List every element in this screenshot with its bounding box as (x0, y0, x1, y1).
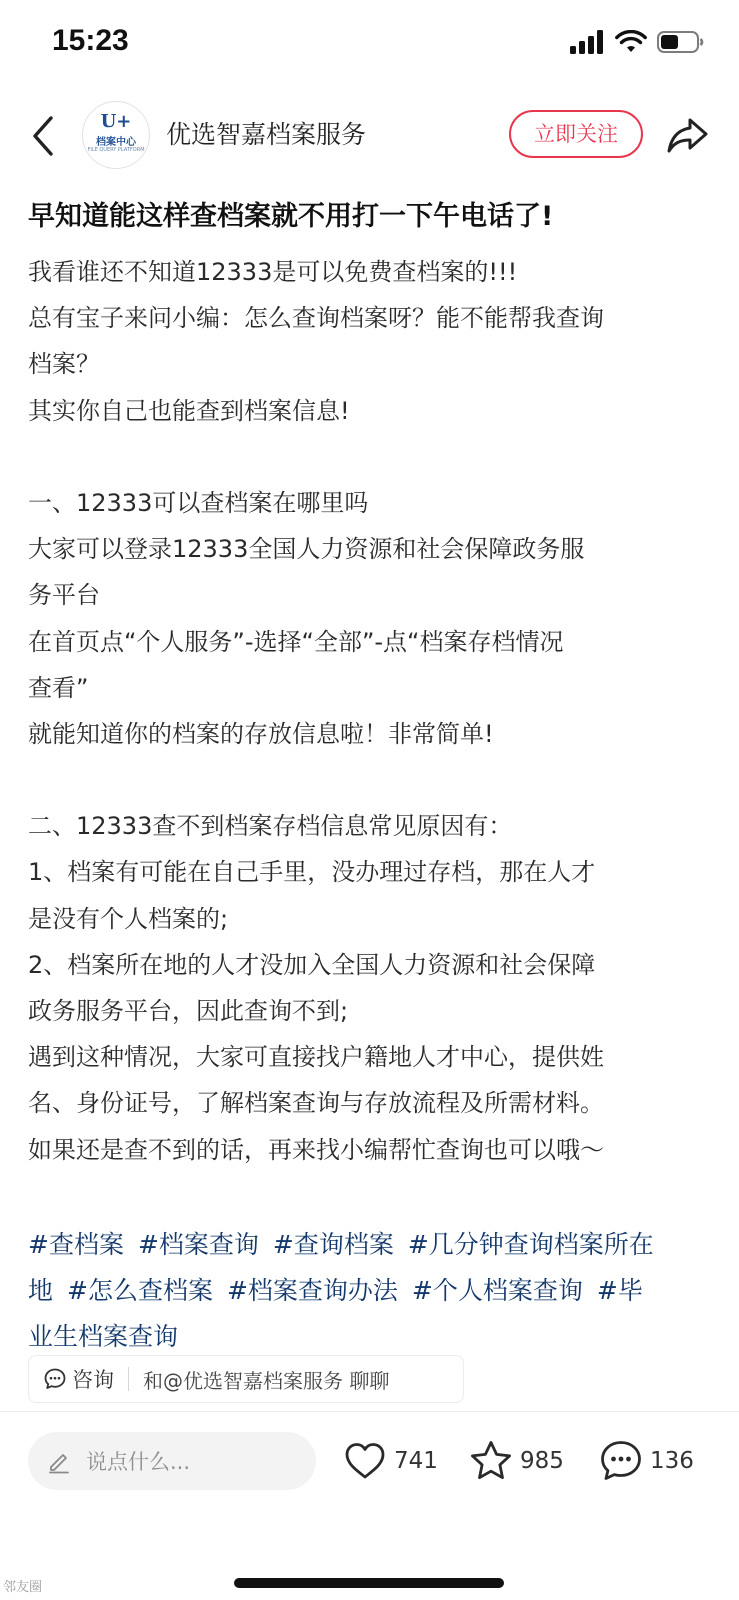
post-body-line: 政务服务平台，因此查询不到; (28, 997, 349, 1025)
post-body-line (28, 757, 718, 803)
status-time: 15:23 (52, 24, 129, 57)
status-bar (0, 0, 739, 90)
post-body-line: 一、12333可以查档案在哪里吗 (28, 488, 369, 517)
hashtag-link[interactable]: #个人档案查询 (411, 1276, 583, 1305)
post-title: 早知道能这样查档案就不用打一下午电话了! (28, 201, 554, 232)
avatar-logo-mark: U+ (100, 111, 132, 132)
battery-icon (657, 30, 705, 54)
heart-icon (342, 1438, 388, 1484)
post-body-line: 二、12333查不到档案存档信息常见原因有： (28, 812, 513, 841)
comment-placeholder: 说点什么... (86, 1450, 191, 1474)
pencil-icon (46, 1448, 72, 1474)
hashtag-link[interactable]: #档案查询 (137, 1230, 259, 1259)
hashtag-link[interactable]: #怎么查档案 (67, 1276, 213, 1305)
share-arrow-icon[interactable] (666, 115, 710, 155)
hashtag-list (28, 1222, 718, 1360)
hashtag-link[interactable]: #查询档案 (272, 1230, 394, 1259)
author-name[interactable]: 优选智嘉档案服务 (166, 120, 367, 149)
post-body-line: 1、档案有可能在自己手里，没办理过存档，那在人才 (28, 858, 596, 887)
like-button[interactable] (342, 1437, 438, 1485)
post-body-line (28, 434, 718, 480)
post-body-line: 如果还是查不到的话，再来找小编帮忙查询也可以哦～ (28, 1135, 604, 1164)
chat-pill-text: 和@优选智嘉档案服务 聊聊 (143, 1368, 390, 1393)
cellular-signal-icon (569, 30, 605, 54)
chat-pill-divider (128, 1367, 129, 1391)
author-avatar[interactable] (82, 101, 150, 169)
post-body-line: 名、身份证号，了解档案查询与存放流程及所需材料。 (28, 1089, 604, 1118)
follow-button[interactable]: 立即关注 (509, 110, 643, 158)
post-body-line: 在首页点“个人服务”-选择“全部”-点“档案存档情况 (28, 627, 564, 656)
hashtag-link[interactable]: 业生档案查询 (28, 1322, 179, 1351)
consult-label: 咨询 (72, 1368, 114, 1392)
wifi-icon (615, 30, 647, 54)
status-icons (569, 30, 705, 54)
bottom-bar-divider (0, 1411, 739, 1412)
home-indicator (234, 1578, 504, 1588)
comment-count: 136 (650, 1448, 694, 1474)
hashtag-link[interactable]: #档案查询办法 (226, 1276, 398, 1305)
post-body (28, 249, 718, 1173)
post-body-line: 遇到这种情况，大家可直接找户籍地人才中心，提供姓 (28, 1043, 604, 1072)
comment-input[interactable] (28, 1432, 316, 1490)
post-body-line: 我看谁还不知道12333是可以免费查档案的!!! (28, 258, 518, 286)
post-body-line: 就能知道你的档案的存放信息啦！非常简单! (28, 719, 494, 748)
post-body-line: 务平台 (28, 581, 100, 610)
like-count: 741 (394, 1448, 438, 1474)
post-body-line: 档案？ (28, 350, 100, 379)
post-body-line: 总有宝子来问小编：怎么查询档案呀？能不能帮我查询 (28, 304, 604, 333)
chat-with-author-button[interactable] (28, 1355, 464, 1403)
favorite-count: 985 (520, 1448, 564, 1474)
watermark: 邻友圈 (3, 1580, 43, 1595)
note-header (0, 95, 739, 177)
favorite-button[interactable] (468, 1437, 564, 1485)
hashtag-line (28, 1314, 718, 1360)
hashtag-line (28, 1268, 718, 1314)
chevron-left-icon[interactable] (26, 111, 60, 161)
post-body-line: 大家可以登录12333全国人力资源和社会保障政务服 (28, 535, 585, 564)
hashtag-link[interactable]: #毕 (596, 1276, 643, 1305)
chat-bubble-icon (43, 1367, 67, 1391)
avatar-logo-sub: FILE QUERY PLATFORM (87, 147, 145, 153)
post-body-line: 2、档案所在地的人才没加入全国人力资源和社会保障 (28, 950, 596, 979)
star-icon (468, 1438, 514, 1484)
comment-button[interactable] (598, 1437, 694, 1485)
hashtag-link[interactable]: 地 (28, 1276, 54, 1305)
hashtag-link[interactable]: #查档案 (28, 1230, 124, 1259)
hashtag-link[interactable]: #几分钟查询档案所在 (407, 1230, 654, 1259)
avatar-logo-text: 档案中心 (96, 137, 136, 148)
comment-bubble-icon (598, 1438, 644, 1484)
hashtag-line (28, 1222, 718, 1268)
post-body-line: 查看” (28, 673, 89, 702)
post-body-line: 其实你自己也能查到档案信息! (28, 396, 350, 425)
post-body-line: 是没有个人档案的; (28, 904, 229, 933)
